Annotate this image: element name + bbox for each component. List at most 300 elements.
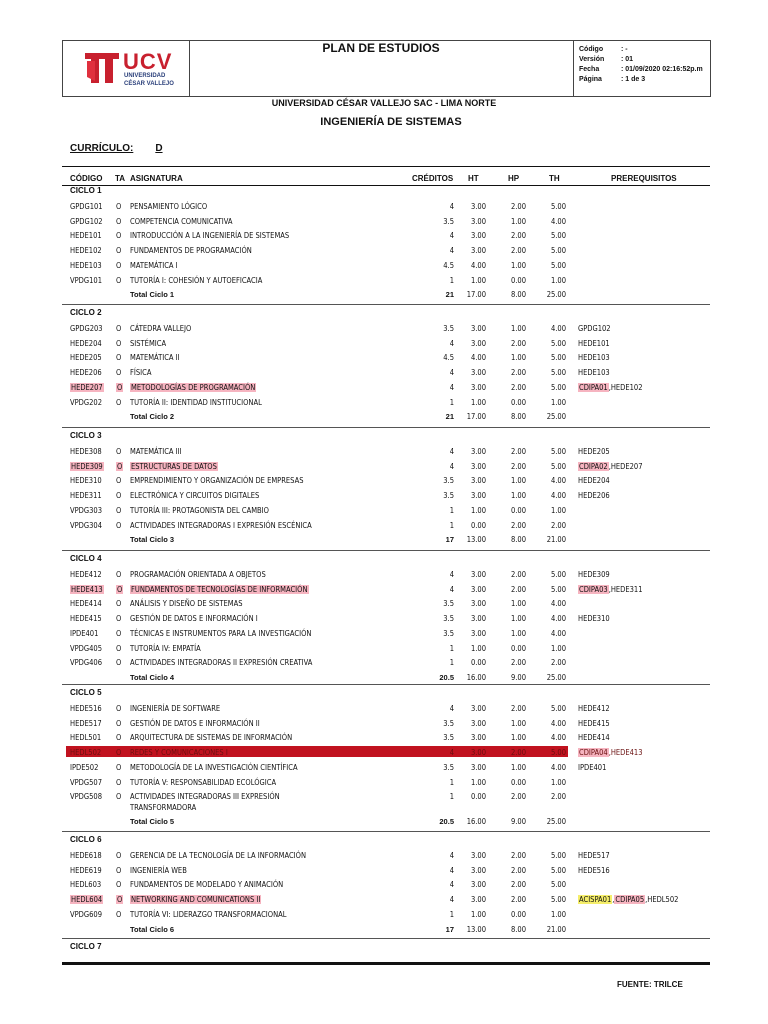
course-name: REDES Y COMUNICACIONES I xyxy=(130,748,228,758)
credits: 1 xyxy=(449,275,454,285)
hours-total: 4.00 xyxy=(550,628,566,638)
hours-total: 1.00 xyxy=(550,505,566,515)
course-name: TÉCNICAS E INSTRUMENTOS PARA LA INVESTIGACIÓN xyxy=(130,628,312,638)
course-code: HEDE205 xyxy=(70,353,102,363)
credits: 4 xyxy=(449,368,454,378)
prerequisite-code: HEDE101 xyxy=(578,338,610,348)
cycle-title: CICLO 2 xyxy=(70,308,102,317)
prerequisites xyxy=(578,748,643,757)
hours-total: 5.00 xyxy=(550,704,566,713)
course-name: TUTORÍA II: IDENTIDAD INSTITUCIONAL xyxy=(130,397,262,407)
hours-practice: 1.00 xyxy=(510,353,526,363)
hours-total: 5.00 xyxy=(550,570,566,579)
course-row xyxy=(0,321,768,335)
credits: 4 xyxy=(449,704,454,713)
course-name: FÍSICA xyxy=(130,368,152,378)
prerequisites xyxy=(578,733,610,742)
course-code: VPDG202 xyxy=(70,397,102,407)
prerequisites xyxy=(578,324,611,333)
course-type: O xyxy=(116,353,122,363)
course-row xyxy=(0,863,768,877)
credits: 4 xyxy=(449,570,454,579)
hours-theory: 3.00 xyxy=(470,748,486,758)
course-code: HEDE516 xyxy=(70,704,102,713)
prerequisite-code: CDIPA04 xyxy=(579,748,608,758)
course-code: HEDE415 xyxy=(70,614,102,624)
course-name: ELECTRÓNICA Y CIRCUITOS DIGITALES xyxy=(130,491,260,501)
credits: 3.5 xyxy=(443,599,454,609)
prerequisite-code: CDIPA02 xyxy=(579,461,608,471)
credits: 4 xyxy=(449,895,454,905)
hours-practice: 0.00 xyxy=(510,777,526,787)
course-type: O xyxy=(116,275,122,285)
prerequisite-code: HEDE103 xyxy=(578,368,610,378)
hours-theory: 17.00 xyxy=(466,412,486,422)
hours-theory: 3.00 xyxy=(470,733,486,743)
hours-theory: 3.00 xyxy=(470,718,486,728)
course-type: O xyxy=(116,260,122,270)
course-name: FUNDAMENTOS DE PROGRAMACIÓN xyxy=(130,246,252,256)
hours-theory: 3.00 xyxy=(470,584,486,594)
course-name: TUTORÍA I: COHESIÓN Y AUTOEFICACIA xyxy=(130,275,263,285)
hours-practice: 0.00 xyxy=(510,643,526,653)
hours-theory: 3.00 xyxy=(470,614,486,624)
credits: 4 xyxy=(449,851,454,860)
hours-total: 1.00 xyxy=(550,643,566,653)
meta-value: : - xyxy=(621,46,628,53)
course-row xyxy=(0,655,768,669)
course-type: O xyxy=(116,658,122,668)
hours-practice: 8.00 xyxy=(510,412,526,422)
course-row xyxy=(0,701,768,715)
cycle-total-row xyxy=(0,409,768,423)
course-row xyxy=(0,907,768,921)
course-row xyxy=(0,214,768,228)
prerequisites xyxy=(578,851,610,860)
hours-theory: 3.00 xyxy=(470,202,486,211)
course-code: HEDL502 xyxy=(70,748,102,758)
hours-practice: 1.00 xyxy=(510,491,526,501)
course-type: O xyxy=(116,643,122,653)
credits: 3.5 xyxy=(443,733,454,743)
course-name: METODOLOGÍA DE LA INVESTIGACIÓN CIENTÍFICA xyxy=(130,762,298,772)
course-row xyxy=(0,488,768,502)
hours-total: 4.00 xyxy=(550,216,566,226)
meta-value: : 01/09/2020 02:16:52p.m xyxy=(621,66,703,73)
hours-theory: 3.00 xyxy=(470,491,486,501)
ucv-logo xyxy=(63,41,190,96)
credits: 4 xyxy=(449,202,454,211)
logo-subtitle-2: CÉSAR VALLEJO xyxy=(124,81,174,87)
course-type: O xyxy=(117,461,123,471)
source-footer: FUENTE: TRILCE xyxy=(617,980,683,989)
hours-total: 2.00 xyxy=(550,520,566,530)
hours-practice: 1.00 xyxy=(510,599,526,609)
credits: 4.5 xyxy=(443,353,454,363)
course-type: O xyxy=(117,584,123,594)
hours-total: 5.00 xyxy=(550,338,566,348)
course-type: O xyxy=(116,216,122,226)
credits: 1 xyxy=(449,792,454,802)
credits: 3.5 xyxy=(443,762,454,772)
course-row xyxy=(0,444,768,458)
credits: 4 xyxy=(449,584,454,594)
table-header-rule xyxy=(62,185,710,186)
course-code: VPDG101 xyxy=(70,275,102,285)
course-name: ACTIVIDADES INTEGRADORAS II EXPRESIÓN CREATIVA xyxy=(130,658,313,668)
program-name: INGENIERÍA DE SISTEMAS xyxy=(320,116,462,128)
prerequisites xyxy=(578,353,610,362)
prerequisites xyxy=(578,719,610,728)
prerequisites xyxy=(578,447,610,456)
hours-total: 21.00 xyxy=(546,535,566,545)
hours-total: 4.00 xyxy=(550,733,566,743)
course-row xyxy=(0,892,768,906)
course-row xyxy=(0,365,768,379)
hours-practice: 1.00 xyxy=(510,718,526,728)
prerequisite-code: CDIPA03 xyxy=(579,584,608,594)
credits: 4 xyxy=(449,865,454,875)
credits: 3.5 xyxy=(443,476,454,486)
prerequisite-code: HEDE414 xyxy=(578,733,610,743)
prerequisites xyxy=(578,585,643,594)
course-type: O xyxy=(116,368,122,378)
cycle-separator xyxy=(62,550,710,551)
prerequisites xyxy=(578,570,610,579)
hours-total: 21.00 xyxy=(546,924,566,934)
prerequisite-code: HEDE412 xyxy=(578,704,610,713)
course-row xyxy=(0,199,768,213)
hours-practice: 2.00 xyxy=(510,748,526,758)
total-label: Total Ciclo 4 xyxy=(130,672,175,682)
course-row xyxy=(0,459,768,473)
university-name: UNIVERSIDAD CÉSAR VALLEJO SAC - LIMA NORTE xyxy=(271,98,497,108)
hours-theory: 1.00 xyxy=(470,643,486,653)
prerequisite-code: HEDE206 xyxy=(578,491,610,501)
course-type: O xyxy=(116,909,122,919)
cycle-separator xyxy=(62,938,710,939)
hours-total: 25.00 xyxy=(546,672,566,682)
prerequisite-code: ,HEDL502 xyxy=(645,895,679,905)
credits: 3.5 xyxy=(443,614,454,624)
credits: 4 xyxy=(449,880,454,890)
hours-theory: 3.00 xyxy=(470,461,486,471)
course-name: ANÁLISIS Y DISEÑO DE SISTEMAS xyxy=(130,599,243,609)
hours-total: 5.00 xyxy=(550,748,566,758)
prerequisite-code: HEDE517 xyxy=(578,851,610,860)
meta-key: Página xyxy=(579,76,602,83)
prerequisite-code: HEDE415 xyxy=(578,718,610,728)
credits: 1 xyxy=(449,643,454,653)
credits: 4.5 xyxy=(443,260,454,270)
credits: 1 xyxy=(449,909,454,919)
hours-practice: 1.00 xyxy=(510,260,526,270)
hours-theory: 16.00 xyxy=(466,672,486,682)
course-code: HEDE308 xyxy=(70,447,102,456)
hours-theory: 3.00 xyxy=(470,851,486,860)
prerequisites xyxy=(578,462,643,471)
logo-text: UCV xyxy=(123,49,173,74)
course-code: HEDL603 xyxy=(70,880,102,890)
hours-practice: 2.00 xyxy=(510,658,526,668)
cycle-title: CICLO 6 xyxy=(70,835,102,844)
credits: 4 xyxy=(449,382,454,392)
hours-practice: 1.00 xyxy=(510,628,526,638)
course-code: HEDL604 xyxy=(71,895,103,905)
col-creditos: CRÉDITOS xyxy=(412,174,454,183)
total-label: Total Ciclo 1 xyxy=(130,290,175,300)
cycle-title: CICLO 7 xyxy=(70,942,102,951)
course-row xyxy=(0,730,768,744)
prerequisite-code: HEDE309 xyxy=(578,570,610,579)
course-code: HEDE619 xyxy=(70,865,102,875)
hours-total: 1.00 xyxy=(550,777,566,787)
course-code: VPDG508 xyxy=(70,792,102,802)
course-row xyxy=(0,775,768,789)
hours-practice: 1.00 xyxy=(510,762,526,772)
hours-practice: 9.00 xyxy=(510,816,526,826)
course-name: SISTÉMICA xyxy=(130,338,167,348)
prerequisite-code: ,HEDE311 xyxy=(608,584,643,594)
course-type: O xyxy=(116,570,122,579)
prerequisite-code: HEDE204 xyxy=(578,476,610,486)
hours-theory: 3.00 xyxy=(470,476,486,486)
prerequisites xyxy=(578,704,610,713)
course-row xyxy=(0,243,768,257)
course-row xyxy=(0,877,768,891)
prerequisite-code: CDIPA01 xyxy=(579,382,608,392)
course-name: TUTORÍA V: RESPONSABILIDAD ECOLÓGICA xyxy=(130,777,277,787)
col-codigo: CÓDIGO xyxy=(70,174,103,183)
hours-total: 4.00 xyxy=(550,599,566,609)
course-code: HEDE517 xyxy=(70,718,102,728)
prerequisites xyxy=(578,614,610,623)
course-row xyxy=(0,336,768,350)
prerequisites xyxy=(578,866,610,875)
col-hp: HP xyxy=(508,174,520,183)
course-type: O xyxy=(116,231,122,241)
hours-practice: 1.00 xyxy=(510,324,526,333)
cycle-total-row xyxy=(0,922,768,936)
hours-total: 5.00 xyxy=(550,246,566,256)
credits: 4 xyxy=(449,231,454,241)
hours-theory: 3.00 xyxy=(470,865,486,875)
course-type: O xyxy=(116,704,122,713)
meta-key: Versión xyxy=(579,56,605,63)
course-type: O xyxy=(116,880,122,890)
hours-practice: 9.00 xyxy=(510,672,526,682)
hours-theory: 3.00 xyxy=(470,570,486,579)
course-code: GPDG101 xyxy=(70,202,103,211)
course-name: ARQUITECTURA DE SISTEMAS DE INFORMACIÓN xyxy=(130,733,293,743)
cycle-total-row xyxy=(0,532,768,546)
credits: 21 xyxy=(445,290,454,300)
hours-theory: 1.00 xyxy=(470,909,486,919)
course-type: O xyxy=(116,491,122,501)
hours-practice: 1.00 xyxy=(510,733,526,743)
credits: 1 xyxy=(449,505,454,515)
course-name: INTRODUCCIÓN A LA INGENIERÍA DE SISTEMAS xyxy=(130,231,290,241)
hours-practice: 0.00 xyxy=(510,397,526,407)
course-type: O xyxy=(116,718,122,728)
hours-practice: 2.00 xyxy=(510,851,526,860)
credits: 20.5 xyxy=(439,672,454,682)
course-type: O xyxy=(116,202,122,211)
prerequisites xyxy=(578,339,610,348)
meta-value: : 1 de 3 xyxy=(621,76,646,83)
hours-practice: 2.00 xyxy=(510,246,526,256)
hours-total: 5.00 xyxy=(550,865,566,875)
course-code: VPDG609 xyxy=(70,909,102,919)
meta-value: : 01 xyxy=(621,56,634,63)
course-row xyxy=(0,473,768,487)
hours-total: 5.00 xyxy=(550,447,566,456)
hours-total: 4.00 xyxy=(550,718,566,728)
document-meta xyxy=(579,45,703,85)
curriculum-label: CURRÍCULO: xyxy=(70,143,134,154)
hours-practice: 2.00 xyxy=(510,520,526,530)
ucv-shield-icon xyxy=(83,51,121,85)
prerequisite-code: ,HEDE207 xyxy=(608,461,643,471)
hours-practice: 2.00 xyxy=(510,865,526,875)
prerequisite-code: HEDE516 xyxy=(578,865,610,875)
cycle-total-row xyxy=(0,814,768,828)
credits: 1 xyxy=(449,777,454,787)
course-name: TUTORÍA VI: LIDERAZGO TRANSFORMACIONAL xyxy=(130,909,287,919)
prerequisite-code: HEDE103 xyxy=(578,353,610,363)
curriculum-value: D xyxy=(155,143,163,154)
course-name: GESTIÓN DE DATOS E INFORMACIÓN I xyxy=(130,614,258,624)
course-name-cont: TRANSFORMADORA xyxy=(130,803,197,813)
hours-theory: 1.00 xyxy=(470,505,486,515)
course-name: CÁTEDRA VALLEJO xyxy=(130,324,192,333)
credits: 17 xyxy=(445,535,454,545)
course-row xyxy=(0,760,768,774)
course-type: O xyxy=(116,792,122,802)
prerequisite-code: ACISPA01 xyxy=(579,895,612,905)
course-code: HEDE412 xyxy=(70,570,102,579)
course-row xyxy=(0,567,768,581)
total-label: Total Ciclo 5 xyxy=(130,816,175,826)
hours-theory: 13.00 xyxy=(466,535,486,545)
course-type: O xyxy=(116,246,122,256)
hours-total: 1.00 xyxy=(550,275,566,285)
credits: 3.5 xyxy=(443,216,454,226)
hours-theory: 0.00 xyxy=(470,792,486,802)
hours-theory: 3.00 xyxy=(470,599,486,609)
prerequisite-code: CDIPA05 xyxy=(615,895,645,905)
course-name: FUNDAMENTOS DE TECNOLOGÍAS DE INFORMACIÓN xyxy=(131,584,308,594)
hours-total: 5.00 xyxy=(550,584,566,594)
credits: 3.5 xyxy=(443,324,454,333)
course-type: O xyxy=(116,476,122,486)
hours-total: 2.00 xyxy=(550,658,566,668)
course-code: VPDG303 xyxy=(70,505,102,515)
credits: 1 xyxy=(449,658,454,668)
meta-key: Código xyxy=(579,46,604,53)
hours-theory: 3.00 xyxy=(470,216,486,226)
hours-total: 25.00 xyxy=(546,412,566,422)
hours-practice: 2.00 xyxy=(510,792,526,802)
curriculum xyxy=(70,143,163,154)
hours-theory: 3.00 xyxy=(470,880,486,890)
credits: 4 xyxy=(449,748,454,758)
credits: 4 xyxy=(449,461,454,471)
prerequisite-code: IPDE401 xyxy=(578,762,607,772)
course-code: HEDE311 xyxy=(70,491,102,501)
course-code: HEDE618 xyxy=(70,851,102,860)
hours-total: 5.00 xyxy=(550,353,566,363)
hours-theory: 0.00 xyxy=(470,520,486,530)
credits: 4 xyxy=(449,447,454,456)
course-code: VPDG405 xyxy=(70,643,102,653)
cycle-title: CICLO 5 xyxy=(70,688,102,697)
course-name: GESTIÓN DE DATOS E INFORMACIÓN II xyxy=(130,718,260,728)
prerequisite-code: ,HEDE413 xyxy=(608,748,643,758)
col-ta: TA xyxy=(115,174,126,183)
hours-practice: 1.00 xyxy=(510,614,526,624)
course-type: O xyxy=(116,505,122,515)
course-row xyxy=(0,641,768,655)
hours-theory: 17.00 xyxy=(466,290,486,300)
course-type: O xyxy=(116,599,122,609)
hours-practice: 8.00 xyxy=(510,924,526,934)
hours-theory: 1.00 xyxy=(470,397,486,407)
course-row xyxy=(0,582,768,596)
course-type: O xyxy=(116,447,122,456)
cycle-title: CICLO 4 xyxy=(70,554,102,563)
course-name: ESTRUCTURAS DE DATOS xyxy=(131,461,217,471)
course-row xyxy=(0,789,768,813)
total-label: Total Ciclo 6 xyxy=(130,924,175,934)
hours-total: 1.00 xyxy=(550,909,566,919)
course-type: O xyxy=(116,865,122,875)
course-code: HEDE207 xyxy=(71,382,103,392)
logo-subtitle-1: UNIVERSIDAD xyxy=(124,73,166,79)
hours-practice: 2.00 xyxy=(510,880,526,890)
hours-total: 1.00 xyxy=(550,397,566,407)
prerequisites xyxy=(578,491,610,500)
hours-total: 4.00 xyxy=(550,762,566,772)
course-row xyxy=(0,848,768,862)
course-code: HEDE206 xyxy=(70,368,102,378)
hours-practice: 8.00 xyxy=(510,290,526,300)
hours-practice: 0.00 xyxy=(510,505,526,515)
course-type: O xyxy=(116,851,122,860)
col-th: TH xyxy=(549,174,560,183)
hours-total: 5.00 xyxy=(550,260,566,270)
hours-total: 5.00 xyxy=(550,202,566,211)
course-name: INGENIERÍA DE SOFTWARE xyxy=(130,704,221,713)
credits: 20.5 xyxy=(439,816,454,826)
hours-practice: 8.00 xyxy=(510,535,526,545)
hours-total: 4.00 xyxy=(550,324,566,333)
course-code: GPDG102 xyxy=(70,216,103,226)
credits: 1 xyxy=(449,520,454,530)
course-row xyxy=(0,626,768,640)
hours-total: 25.00 xyxy=(546,816,566,826)
hours-practice: 2.00 xyxy=(510,382,526,392)
course-name: MATEMÁTICA I xyxy=(130,260,178,270)
hours-practice: 2.00 xyxy=(510,461,526,471)
hours-theory: 3.00 xyxy=(470,368,486,378)
course-row xyxy=(0,350,768,364)
total-label: Total Ciclo 3 xyxy=(130,535,175,545)
hours-total: 5.00 xyxy=(550,368,566,378)
course-name: INGENIERÍA WEB xyxy=(130,865,187,875)
course-code: HEDE309 xyxy=(71,461,103,471)
hours-total: 4.00 xyxy=(550,476,566,486)
